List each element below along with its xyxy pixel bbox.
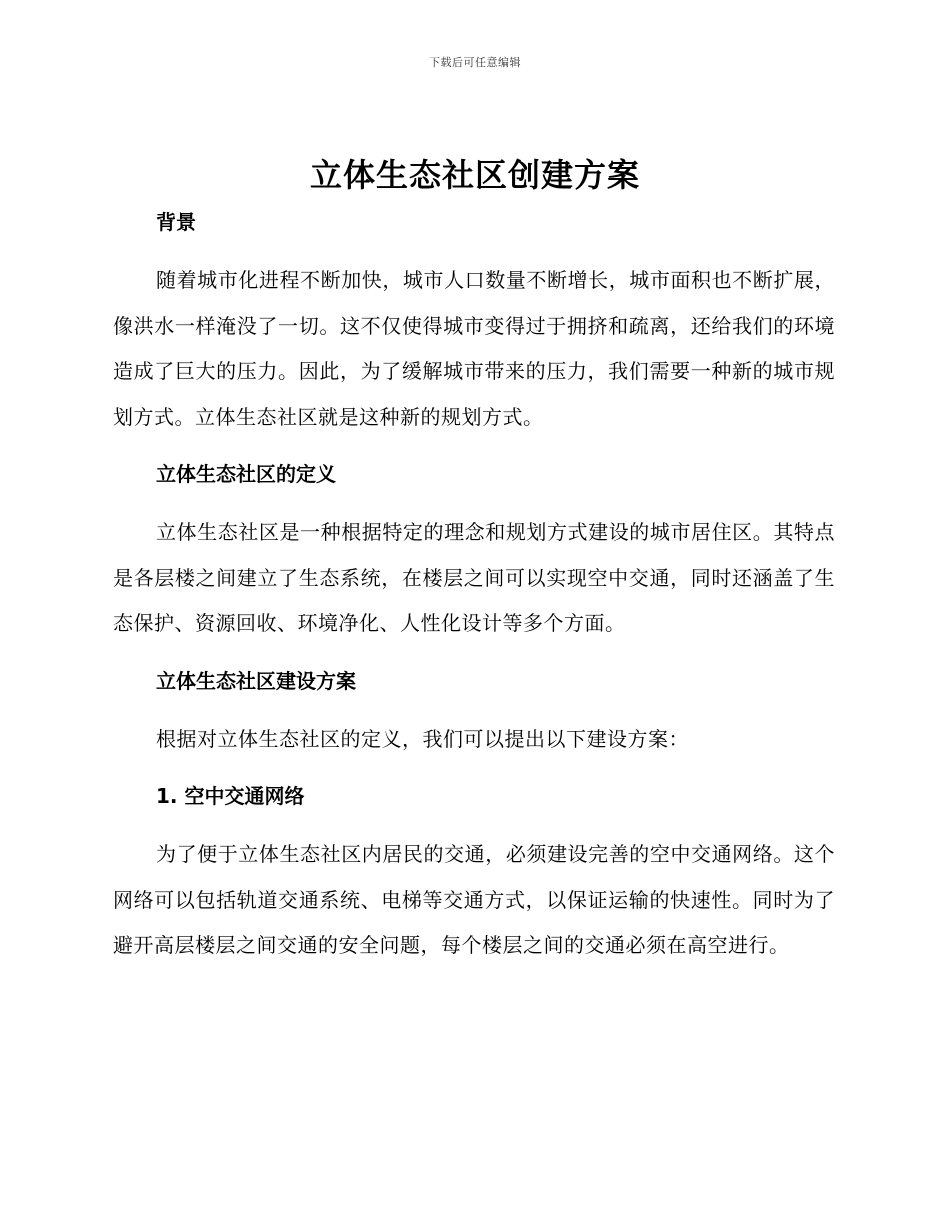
section-heading-plan: 立体生态社区建设方案 bbox=[156, 668, 356, 693]
section-text-definition: 立体生态社区是一种根据特定的理念和规划方式建设的城市居住区。其特点是各层楼之间建立了生态系统，在楼层之间可以实现空中交通，同时还涵盖了生态保护、资源回收、环境净化、人性化设计等多个方面。 bbox=[113, 520, 835, 635]
section-text-plan: 根据对立体生态社区的定义，我们可以提出以下建设方案： bbox=[156, 726, 689, 751]
section-heading-definition: 立体生态社区的定义 bbox=[156, 462, 336, 486]
header-watermark: 下载后可任意编辑 bbox=[429, 56, 521, 69]
spacer bbox=[113, 440, 835, 456]
spacer bbox=[113, 814, 835, 832]
section-text-background: 随着城市化进程不断加快，城市人口数量不断增长，城市面积也不断扩展，像洪水一样淹没了一切。这不仅使得城市变得过于拥挤和疏离，还给我们的环境造成了巨大的压力。因此，为了缓解城市带来的压力，我们需要一种新的城市规划方式。立体生态社区就是这种新的规划方式。 bbox=[113, 268, 835, 429]
section-text-air-traffic: 为了便于立体生态社区内居民的交通，必须建设完善的空中交通网络。这个网络可以包括轨道交通系统、电梯等交通方式，以保证运输的快速性。同时为了避开高层楼层之间交通的安全问题，每个楼层之间的交通必须在高空进行。 bbox=[113, 842, 835, 957]
spacer bbox=[113, 762, 835, 778]
section-heading-background: 背景 bbox=[156, 210, 196, 234]
spacer bbox=[113, 699, 835, 717]
spacer bbox=[113, 492, 835, 510]
section-heading-air-traffic: 1. 空中交通网络 bbox=[156, 784, 305, 808]
document-title: 立体生态社区创建方案 bbox=[309, 156, 640, 194]
spacer bbox=[113, 240, 835, 258]
document-body bbox=[113, 204, 835, 969]
spacer bbox=[113, 647, 835, 663]
